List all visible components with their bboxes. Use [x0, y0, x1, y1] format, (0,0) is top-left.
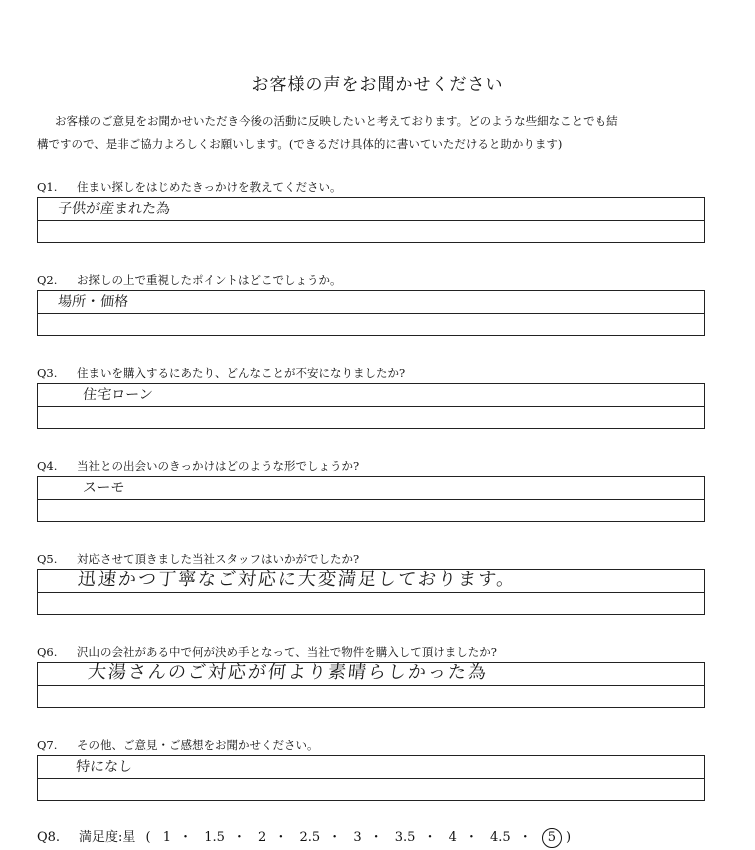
- question-text: お探しの上で重視したポイントはどこでしょうか。: [77, 273, 342, 287]
- rating-option-selected[interactable]: 5: [542, 828, 562, 848]
- question-1: [37, 177, 705, 243]
- question-4: [37, 456, 705, 522]
- question-text: 住まいを購入するにあたり、どんなことが不安になりましたか?: [77, 366, 406, 380]
- question-5: [37, 549, 705, 615]
- answer-box[interactable]: [37, 755, 705, 801]
- question-text: 当社との出会いのきっかけはどのような形でしょうか?: [77, 459, 360, 473]
- question-label: [37, 735, 705, 755]
- question-text: 対応させて頂きました当社スタッフはいかがでしたか?: [77, 552, 360, 566]
- question-label: [37, 549, 705, 569]
- question-number: Q4.: [37, 459, 58, 473]
- question-6: [37, 642, 705, 708]
- rating-option[interactable]: 3.5: [394, 830, 416, 845]
- rating-option[interactable]: 2: [258, 830, 267, 845]
- answer-divider: [38, 313, 704, 314]
- open-paren: (: [145, 830, 151, 845]
- handwritten-answer: スーモ: [82, 480, 126, 496]
- rating-option[interactable]: 2.5: [299, 830, 321, 845]
- question-3: [37, 363, 705, 429]
- handwritten-answer: 子供が産まれた為: [57, 201, 171, 217]
- rating-option[interactable]: 1: [162, 830, 172, 845]
- answer-divider: [38, 685, 704, 686]
- question-number: Q7.: [37, 738, 58, 752]
- answer-box[interactable]: [37, 476, 705, 522]
- satisfaction-label: 満足度:星: [79, 830, 136, 845]
- question-text: その他、ご意見・ご感想をお聞かせください。: [77, 738, 319, 752]
- answer-divider: [38, 220, 704, 221]
- intro-line-1: お客様のご意見をお聞かせいただき今後の活動に反映したいと考えております。どのような些細なことでも結: [55, 114, 618, 128]
- rating-option[interactable]: 3: [353, 830, 362, 845]
- intro-line-2: 構ですので、是非ご協力よろしくお願いします。(できるだけ具体的に書いていただけると助かります): [37, 137, 563, 151]
- question-number: Q2.: [37, 273, 58, 287]
- question-label: [37, 363, 705, 383]
- question-number: Q5.: [37, 552, 58, 566]
- intro-text: [37, 110, 707, 156]
- question-number: Q6.: [37, 645, 58, 659]
- handwritten-answer: 特になし: [75, 759, 133, 775]
- question-number: Q3.: [37, 366, 58, 380]
- handwritten-answer: 場所・価格: [57, 294, 129, 310]
- question-number: Q8.: [37, 830, 61, 845]
- handwritten-answer: 大湯さんのご対応が何より素晴らしかった為: [86, 662, 490, 683]
- question-label: [37, 456, 705, 476]
- question-text: 沢山の会社がある中で何が決め手となって、当社で物件を購入して頂けましたか?: [77, 645, 497, 659]
- page-title: お客様の声をお聞かせください: [251, 75, 504, 95]
- answer-divider: [38, 499, 704, 500]
- answer-box[interactable]: [37, 662, 705, 708]
- question-text: 住まい探しをはじめたきっかけを教えてください。: [77, 180, 342, 194]
- rating-option[interactable]: 4.5: [490, 830, 511, 845]
- handwritten-answer: 迅速かつ丁寧なご対応に大変満足しております。: [76, 569, 518, 590]
- question-label: [37, 177, 705, 197]
- answer-divider: [38, 778, 704, 779]
- rating-option[interactable]: 1.5: [204, 830, 225, 845]
- handwritten-answer: 住宅ローン: [82, 387, 154, 403]
- question-2: [37, 270, 705, 336]
- rating-option[interactable]: 4: [448, 830, 457, 845]
- question-8-satisfaction: Q8. 満足度:星 ( 1 ・ 1.5 ・ 2 ・ 2.5 ・ 3 ・ 3.5 ・ 4 ・ 4.5 ・ 5 ): [37, 826, 571, 848]
- answer-box[interactable]: [37, 197, 705, 243]
- question-7: [37, 735, 705, 801]
- answer-divider: [38, 592, 704, 593]
- close-paren: ): [566, 830, 572, 845]
- question-label: [37, 270, 705, 290]
- answer-box[interactable]: [37, 290, 705, 336]
- answer-box[interactable]: [37, 569, 705, 615]
- question-label: [37, 642, 705, 662]
- question-number: Q1.: [37, 180, 58, 194]
- answer-divider: [38, 406, 704, 407]
- answer-box[interactable]: [37, 383, 705, 429]
